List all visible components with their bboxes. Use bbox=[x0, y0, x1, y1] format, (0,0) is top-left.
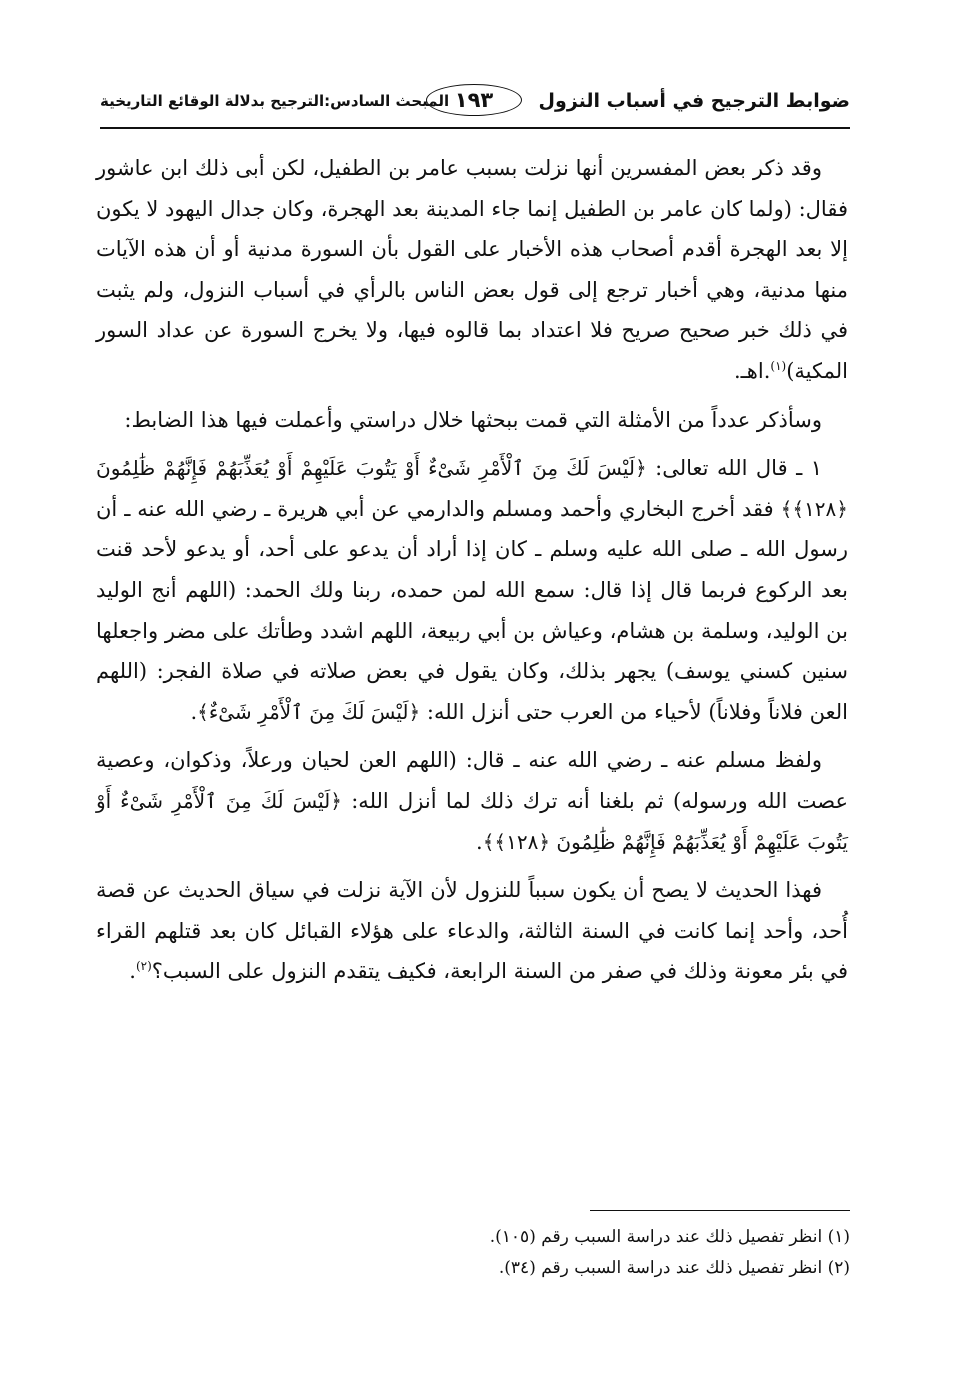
paragraph-text: ولفظ مسلم عنه ـ رضي الله عنه ـ قال: (اللهم العن لحيان ورعلاً، وذكوان، وعصية عصت الله ورسوله) ثم بلغنا أنه ترك ذلك لما أنزل الله: bbox=[96, 748, 848, 813]
paragraph-text: ١ ـ قال الله تعالى: bbox=[646, 456, 822, 481]
paragraph bbox=[96, 448, 848, 732]
quran-verse: ﴿لَيْسَ لَكَ مِنَ ٱلْأَمْرِ شَىْءٌ﴾ bbox=[197, 699, 421, 724]
footnote-ref: (١) bbox=[770, 358, 787, 373]
quran-verse: ﴿لَيْسَ لَكَ مِنَ ٱلْأَمْرِ شَىْءٌ أَوْ يَتُوبَ عَلَيْهِمْ أَوْ يُعَذِّبَهُمْ فَإِنَّهُمْ ظَٰلِمُونَ ﴿١٢٨﴾﴾ bbox=[96, 788, 848, 854]
quran-verse: ﴿لَيْسَ لَكَ مِنَ ٱلْأَمْرِ شَىْءٌ أَوْ يَتُوبَ عَلَيْهِمْ أَوْ يُعَذِّبَهُمْ فَإِنَّهُمْ ظَٰلِمُونَ ﴿١٢٨﴾﴾ bbox=[96, 456, 848, 521]
main-text bbox=[96, 148, 848, 1000]
paragraph-text: . bbox=[190, 699, 198, 724]
page-number: ١٩٣ bbox=[426, 84, 522, 116]
paragraph-text: فهذا الحديث لا يصح أن يكون سبباً للنزول لأن الآية نزلت في سياق الحديث عن قصة أُحد، وأحد إنما كانت في السنة الثالثة، والدعاء على هؤلاء القبائل كان بعد قتلهم القراء في بئر معونة وذلك في صفر من السنة الرابعة، فكيف يتقدم النزول على السبب؟ bbox=[96, 878, 848, 984]
header-rule bbox=[100, 127, 850, 129]
paragraph-text: .اهـ. bbox=[733, 358, 771, 383]
paragraph bbox=[96, 870, 848, 992]
footnote-ref: (٢) bbox=[135, 959, 152, 974]
paragraph-text: وقد ذكر بعض المفسرين أنها نزلت بسبب عامر بن الطفيل، لكن أبى ذلك ابن عاشور فقال: (ولما كان عامر بن الطفيل إنما جاء المدينة بعد الهجرة، وكان جدال اليهود لا يكون إلا بعد الهجرة أقدم أصحاب هذه الأخبار على القول بأن السورة مدنية أو أن هذه الآيات منها مدنية، وهي أخبار ترجع إلى قول بعض الناس بالرأي في أسباب النزول، ولم يثبت في ذلك خبر صحيح صريح فلا اعتداد بما قالوه فيها، ولا يخرج السورة عن عداد السور المكية) bbox=[96, 156, 848, 383]
paragraph-text: . bbox=[476, 829, 483, 854]
footnote-rule bbox=[590, 1210, 850, 1211]
paragraph-text: فقد أخرج البخاري وأحمد ومسلم والدارمي عن أبي هريرة ـ رضي الله عنه ـ أن رسول الله ـ صلى الله عليه وسلم ـ كان إذا أراد أن يدعو على أحد، أو يدعو لأحد قنت بعد الركوع فربما قال إذا قال: سمع الله لمن حمده، ربنا ولك الحمد: (اللهم أنج الوليد بن الوليد، وسلمة بن هشام، وعياش بن أبي ربيعة، اللهم اشدد وطأتك على مضر واجعلها سنين كسني يوسف) يجهر بذلك، وكان يقول في بعض صلاته في صلاة الفجر: (اللهم العن فلاناً وفلاناً) لأحياء من العرب حتى أنزل الله: bbox=[96, 496, 848, 724]
footnotes bbox=[250, 1222, 850, 1284]
paragraph-text: وسأذكر عدداً من الأمثلة التي قمت ببحثها خلال دراستي وأعملت فيها هذا الضابط: bbox=[124, 407, 822, 432]
book-title: ضوابط الترجيح في أسباب النزول bbox=[538, 90, 850, 112]
paragraph bbox=[96, 400, 848, 441]
running-header bbox=[100, 84, 850, 124]
paragraph bbox=[96, 740, 848, 862]
paragraph-text: . bbox=[129, 959, 136, 984]
paragraph bbox=[96, 148, 848, 392]
section-title: المبحث السادس:الترجيح بدلالة الوقائع التاريخية bbox=[100, 92, 450, 110]
footnote: (١) انظر تفصيل ذلك عند دراسة السبب رقم (١٠٥). bbox=[489, 1227, 850, 1247]
footnote: (٢) انظر تفصيل ذلك عند دراسة السبب رقم (٣٤). bbox=[498, 1258, 850, 1278]
